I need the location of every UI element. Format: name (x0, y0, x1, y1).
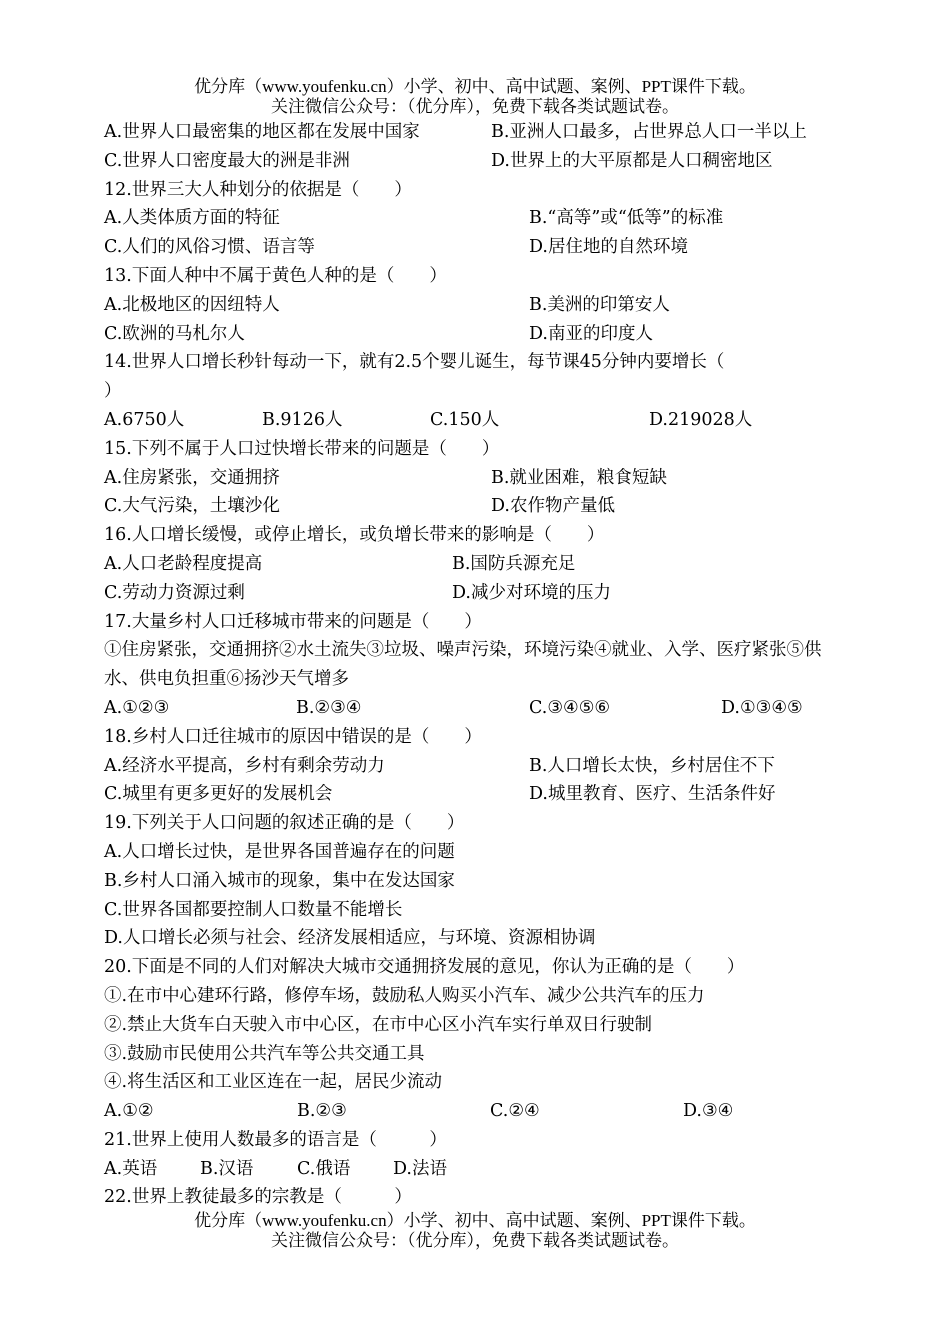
q13-option-d: D.南亚的印度人 (529, 323, 653, 344)
q22-stem: 22.世界上教徒最多的宗教是（ ） (104, 1187, 412, 1208)
q18-row-1 (104, 752, 848, 781)
q17-items: ①住房紧张，交通拥挤②水土流失③垃圾、噪声污染，环境污染④就业、入学、医疗紧张⑤供水、供电负担重⑥扬沙天气增多 (104, 640, 822, 690)
q16-option-d: D.减少对环境的压力 (452, 582, 611, 603)
q21-stem: 21.世界上使用人数最多的语言是（ ） (104, 1129, 447, 1150)
q11-option-c: C.世界人口密度最大的洲是非洲 (104, 150, 350, 171)
q15-stem: 15.下列不属于人口过快增长带来的问题是（ ） (104, 438, 500, 459)
q18-option-d: D.城里教育、医疗、生活条件好 (529, 784, 776, 805)
q17-row-1 (104, 694, 848, 723)
top-header (0, 77, 950, 117)
q15-row-1 (104, 464, 848, 493)
q13-option-a: A.北极地区的因纽特人 (104, 294, 280, 315)
q17-option-d: D.①③④⑤ (721, 697, 803, 718)
q16-option-b: B.国防兵源充足 (452, 553, 576, 574)
bottom-footer (0, 1211, 950, 1251)
footer-line-1: 优分库（www.youfenku.cn）小学、初中、高中试题、案例、PPT课件下载。 (194, 1211, 756, 1230)
q14-stem-continued: ） (104, 381, 122, 402)
q11-row-1 (104, 118, 848, 147)
q14-option-d: D.219028人 (649, 409, 753, 430)
q16-row-2 (104, 579, 848, 608)
q13-stem: 13.下面人种中不属于黄色人种的是（ ） (104, 265, 447, 286)
q20-item-2: ②.禁止大货车白天驶入市中心区，在市中心区小汽车实行单双日行驶制 (104, 1014, 653, 1035)
q15-option-b: B.就业困难，粮食短缺 (491, 467, 667, 488)
q13-row-1 (104, 291, 848, 320)
q20-item-3: ③.鼓励市民使用公共汽车等公共交通工具 (104, 1043, 425, 1064)
q16-option-c: C.劳动力资源过剩 (104, 582, 245, 603)
q19-option-a: A.人口增长过快，是世界各国普遍存在的问题 (104, 841, 455, 862)
q11-row-2 (104, 147, 848, 176)
q21-option-d: D.法语 (393, 1158, 447, 1179)
q16-row-1 (104, 550, 848, 579)
q20-item-4: ④.将生活区和工业区连在一起，居民少流动 (104, 1072, 443, 1093)
q15-row-2 (104, 492, 848, 521)
q14-option-c: C.150人 (430, 409, 500, 430)
q15-option-d: D.农作物产量低 (491, 496, 615, 517)
q20-stem: 20.下面是不同的人们对解决大城市交通拥挤发展的意见，你认为正确的是（ ） (104, 957, 745, 978)
q12-option-b: B.“高等”或“低等”的标准 (529, 208, 724, 229)
q19-option-b: B.乡村人口涌入城市的现象，集中在发达国家 (104, 870, 455, 891)
q12-option-d: D.居住地的自然环境 (529, 237, 688, 258)
q16-option-a: A.人口老龄程度提高 (104, 553, 263, 574)
q20-option-b: B.②③ (297, 1101, 347, 1122)
exam-content (104, 118, 848, 1212)
q13-option-c: C.欧洲的马札尔人 (104, 323, 245, 344)
footer-line-2: 关注微信公众号：（优分库），免费下载各类试题试卷。 (271, 1231, 679, 1250)
q21-option-b: B.汉语 (200, 1158, 254, 1179)
q13-row-2 (104, 320, 848, 349)
q15-option-c: C.大气污染，土壤沙化 (104, 496, 280, 517)
q18-option-a: A.经济水平提高，乡村有剩余劳动力 (104, 755, 385, 776)
q17-option-c: C.③④⑤⑥ (529, 697, 611, 718)
q14-stem: 14.世界人口增长秒针每动一下，就有2.5个婴儿诞生，每节课45分钟内要增长（ (104, 352, 725, 373)
q14-option-a: A.6750人 (104, 409, 185, 430)
q11-option-b: B.亚洲人口最多，占世界总人口一半以上 (491, 122, 807, 142)
q19-option-d: D.人口增长必须与社会、经济发展相适应，与环境、资源相协调 (104, 928, 596, 949)
q20-row-1 (104, 1097, 848, 1126)
q11-option-a: A.世界人口最密集的地区都在发展中国家 (104, 122, 420, 142)
q17-option-a: A.①②③ (104, 697, 170, 718)
q12-option-a: A.人类体质方面的特征 (104, 208, 280, 229)
header-line-1: 优分库（www.youfenku.cn）小学、初中、高中试题、案例、PPT课件下载。 (194, 77, 756, 96)
q15-option-a: A.住房紧张，交通拥挤 (104, 467, 280, 488)
q21-option-a: A.英语 (104, 1158, 158, 1179)
q18-option-c: C.城里有更多更好的发展机会 (104, 784, 333, 805)
q18-option-b: B.人口增长太快，乡村居住不下 (529, 755, 775, 776)
q20-option-a: A.①② (104, 1101, 154, 1122)
q12-option-c: C.人们的风俗习惯、语言等 (104, 237, 315, 258)
q11-option-d: D.世界上的大平原都是人口稠密地区 (491, 150, 773, 171)
q21-option-c: C.俄语 (297, 1158, 351, 1179)
q19-stem: 19.下列关于人口问题的叙述正确的是（ ） (104, 813, 465, 834)
q13-option-b: B.美洲的印第安人 (529, 294, 670, 315)
q12-row-1 (104, 204, 848, 233)
q12-row-2 (104, 233, 848, 262)
q14-row-1 (104, 406, 848, 435)
q19-option-c: C.世界各国都要控制人口数量不能增长 (104, 899, 403, 920)
q20-option-d: D.③④ (683, 1101, 734, 1122)
q18-stem: 18.乡村人口迁往城市的原因中错误的是（ ） (104, 726, 482, 747)
q14-option-b: B.9126人 (262, 409, 343, 430)
q17-option-b-visible: B.②③④ (296, 697, 362, 718)
q18-row-2 (104, 780, 848, 809)
header-line-2: 关注微信公众号：（优分库），免费下载各类试题试卷。 (271, 97, 679, 116)
q16-stem: 16.人口增长缓慢，或停止增长，或负增长带来的影响是（ ） (104, 525, 605, 546)
q12-stem: 12.世界三大人种划分的依据是（ ） (104, 179, 412, 200)
q20-option-c: C.②④ (490, 1101, 540, 1122)
q20-item-1: ①.在市中心建环行路，修停车场，鼓励私人购买小汽车、减少公共汽车的压力 (104, 985, 705, 1006)
q21-row-1 (104, 1155, 848, 1184)
q17-stem: 17.大量乡村人口迁移城市带来的问题是（ ） (104, 611, 482, 632)
